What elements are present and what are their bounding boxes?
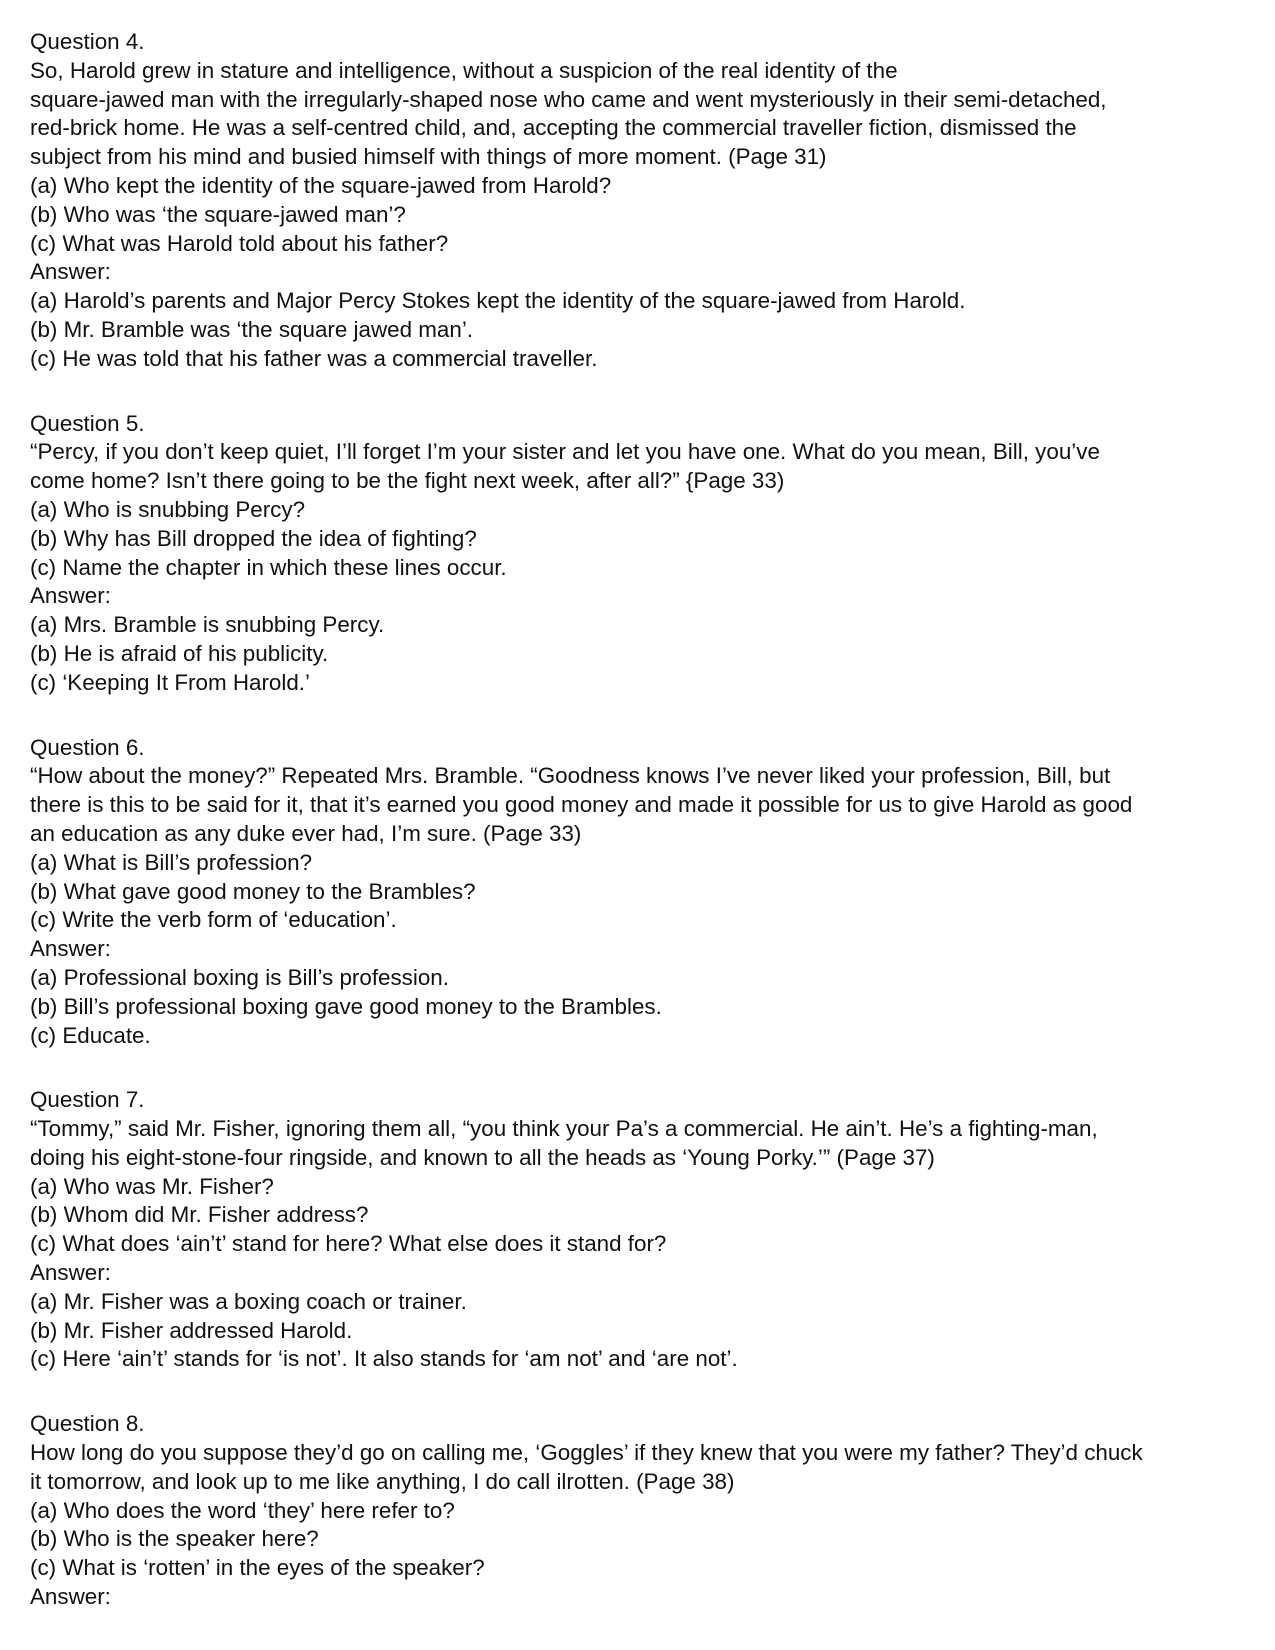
answer-label: Answer:: [30, 1584, 111, 1610]
passage-line: an education as any duke ever had, I’m sure. (Page 33): [30, 820, 582, 846]
question-heading: Question 7.: [30, 1087, 145, 1113]
question-4: [30, 28, 1260, 374]
question-heading: Question 4.: [30, 29, 145, 54]
passage-line: “Tommy,” said Mr. Fisher, ignoring them all, “you think your Pa’s a commercial. He ain’t. He’s a fighting-man,: [30, 1116, 1098, 1142]
passage-line: “How about the money?” Repeated Mrs. Bramble. “Goodness knows I’ve never liked your profession, Bill, but: [30, 763, 1111, 789]
question-item: (c) What was Harold told about his father?: [30, 230, 449, 256]
passage-line: it tomorrow, and look up to me like anything, I do call ilrotten. (Page 38): [30, 1468, 735, 1494]
passage-line: red-brick home. He was a self-centred child, and, accepting the commercial traveller fiction, dismissed the: [30, 115, 1077, 141]
answer-item: (a) Mr. Fisher was a boxing coach or trainer.: [30, 1288, 467, 1314]
answer-item: (c) Educate.: [30, 1022, 151, 1048]
question-item: (a) Who was Mr. Fisher?: [30, 1173, 274, 1199]
question-item: (a) Who does the word ‘they’ here refer to?: [30, 1497, 455, 1523]
question-item: (b) Whom did Mr. Fisher address?: [30, 1202, 369, 1228]
question-heading: Question 8.: [30, 1411, 145, 1437]
answer-item: (b) He is afraid of his publicity.: [30, 640, 329, 666]
answer-label: Answer:: [30, 583, 111, 609]
question-heading: Question 6.: [30, 734, 145, 760]
answer-item: (c) He was told that his father was a commercial traveller.: [30, 345, 598, 371]
answer-item: (a) Professional boxing is Bill’s profession.: [30, 964, 449, 990]
passage-line: doing his eight-stone-four ringside, and known to all the heads as ‘Young Porky.’” (Page 37): [30, 1144, 935, 1170]
question-item: (b) Who was ‘the square-jawed man’?: [30, 201, 406, 227]
answer-item: (a) Mrs. Bramble is snubbing Percy.: [30, 612, 385, 638]
answer-item: (b) Mr. Bramble was ‘the square jawed man’.: [30, 316, 474, 342]
question-heading: Question 5.: [30, 410, 145, 436]
answer-item: (c) Here ‘ain’t’ stands for ‘is not’. It also stands for ‘am not’ and ‘are not’.: [30, 1346, 738, 1372]
passage-line: come home? Isn’t there going to be the fight next week, after all?” {Page 33): [30, 468, 785, 494]
answer-label: Answer:: [30, 1260, 111, 1286]
passage-line: there is this to be said for it, that it’s earned you good money and made it possible for us to give Harold as good: [30, 792, 1133, 818]
document-page: [30, 28, 1260, 1612]
passage-line: square-jawed man with the irregularly-shaped nose who came and went mysteriously in their semi-detached,: [30, 86, 1107, 112]
answer-label: Answer:: [30, 936, 111, 962]
passage-line: How long do you suppose they’d go on calling me, ‘Goggles’ if they knew that you were my father? They’d chuck: [30, 1440, 1143, 1466]
passage-line: subject from his mind and busied himself with things of more moment. (Page 31): [30, 144, 827, 170]
question-item: (a) What is Bill’s profession?: [30, 849, 313, 875]
question-item: (a) Who kept the identity of the square-jawed from Harold?: [30, 172, 612, 198]
question-item: (c) What does ‘ain’t’ stand for here? What else does it stand for?: [30, 1231, 667, 1257]
question-item: (a) Who is snubbing Percy?: [30, 496, 306, 522]
question-item: (b) Who is the speaker here?: [30, 1526, 319, 1552]
answer-item: (b) Mr. Fisher addressed Harold.: [30, 1317, 353, 1343]
question-item: (b) What gave good money to the Brambles?: [30, 878, 476, 904]
question-5: [30, 410, 1260, 698]
question-item: (c) Write the verb form of ‘education’.: [30, 907, 397, 933]
question-item: (c) What is ‘rotten’ in the eyes of the speaker?: [30, 1555, 485, 1581]
question-7: [30, 1086, 1260, 1374]
question-item: (c) Name the chapter in which these lines occur.: [30, 554, 507, 580]
passage-line: “Percy, if you don’t keep quiet, I’ll forget I’m your sister and let you have one. What do you mean, Bill, you’ve: [30, 439, 1100, 465]
question-8: [30, 1410, 1260, 1612]
answer-item: (c) ‘Keeping It From Harold.’: [30, 669, 310, 695]
answer-item: (b) Bill’s professional boxing gave good money to the Brambles.: [30, 993, 662, 1019]
question-6: [30, 734, 1260, 1051]
passage-line: So, Harold grew in stature and intelligence, without a suspicion of the real identity of the: [30, 57, 898, 83]
question-item: (b) Why has Bill dropped the idea of fighting?: [30, 525, 477, 551]
answer-item: (a) Harold’s parents and Major Percy Stokes kept the identity of the square-jawed from Harold.: [30, 288, 966, 314]
answer-label: Answer:: [30, 259, 111, 285]
